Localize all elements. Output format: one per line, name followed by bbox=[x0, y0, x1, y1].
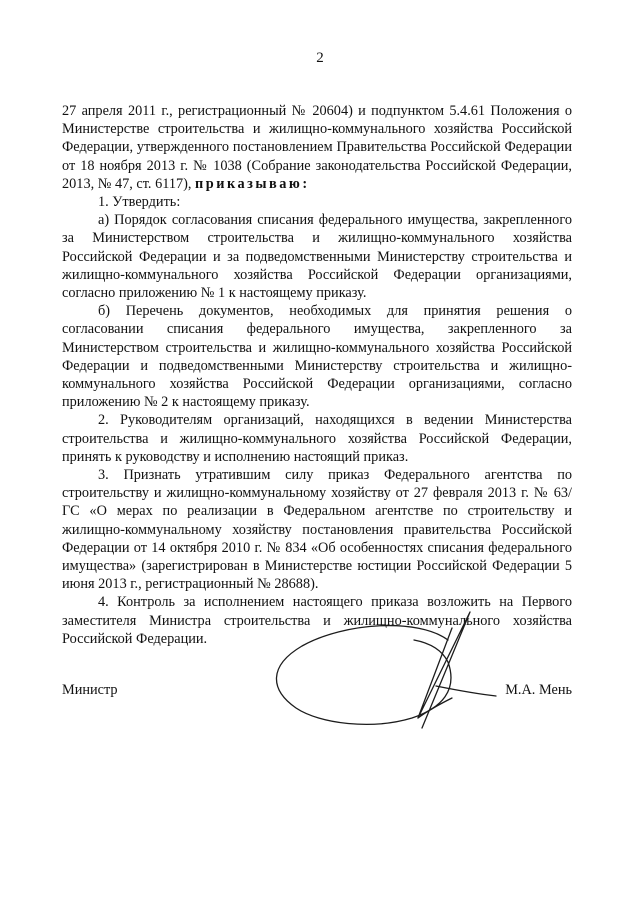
item-2: 2. Руководителям организаций, находящихся в ведении Министерства строительства и жилищно-коммунального хозяйства Российской Федерации, принять к руководству и исполнению настоящий приказ. bbox=[62, 412, 572, 465]
order-word: приказываю: bbox=[195, 175, 310, 192]
document-body bbox=[62, 102, 572, 648]
intro-paragraph bbox=[62, 102, 572, 193]
signatory-title: Министр bbox=[62, 682, 118, 698]
item-4: 4. Контроль за исполнением настоящего приказа возложить на Первого заместителя Министра строительства и жилищно-коммунального хозяйства Российской Федерации. bbox=[62, 594, 572, 647]
item-1: 1. Утвердить: bbox=[98, 194, 181, 211]
intro-text: 27 апреля 2011 г., регистрационный № 20604) и подпунктом 5.4.61 Положения о Министерстве строительства и жилищно-коммунального хозяйства Российской Федерации, утвержденного постановлением Правительства Российской Федерации от 18 ноября 2013 г. № 1038 (Собрание законодательства Российской Федерации, 2013, № 47, ст. 6117), bbox=[62, 103, 572, 192]
page-number: 2 bbox=[316, 50, 324, 66]
item-3: 3. Признать утратившим силу приказ Федерального агентства по строительству и жилищно-коммунальному хозяйству от 27 февраля 2013 г. № 63/ГС «О мерах по реализации в Федеральном агентстве по строительству и жилищно-коммунальному хозяйству постановления правительства Российской Федерации от 14 октября 2010 г. № 834 «Об особенностях списания федерального имущества» (зарегистрирован в Министерстве юстиции Российской Федерации 5 июня 2013 г., регистрационный № 28688). bbox=[62, 467, 572, 593]
signatory-name: М.А. Мень bbox=[505, 682, 572, 698]
item-1a: а) Порядок согласования списания федерального имущества, закрепленного за Министерством строительства и жилищно-коммунального хозяйства Российской Федерации и за подведомственными Министерству строительства и жилищно-коммунального хозяйства Российской Федерации организациями, согласно приложению № 1 к настоящему приказу. bbox=[62, 212, 572, 302]
item-1b: б) Перечень документов, необходимых для принятия решения о согласовании списания федерального имущества, закрепленного за Министерством строительства и жилищно-коммунального хозяйства Российской Федерации и подведомственными Министерству строительства и жилищно-коммунального хозяйства Российской Федерации организациями, согласно приложению № 2 к настоящему приказу. bbox=[62, 303, 572, 411]
